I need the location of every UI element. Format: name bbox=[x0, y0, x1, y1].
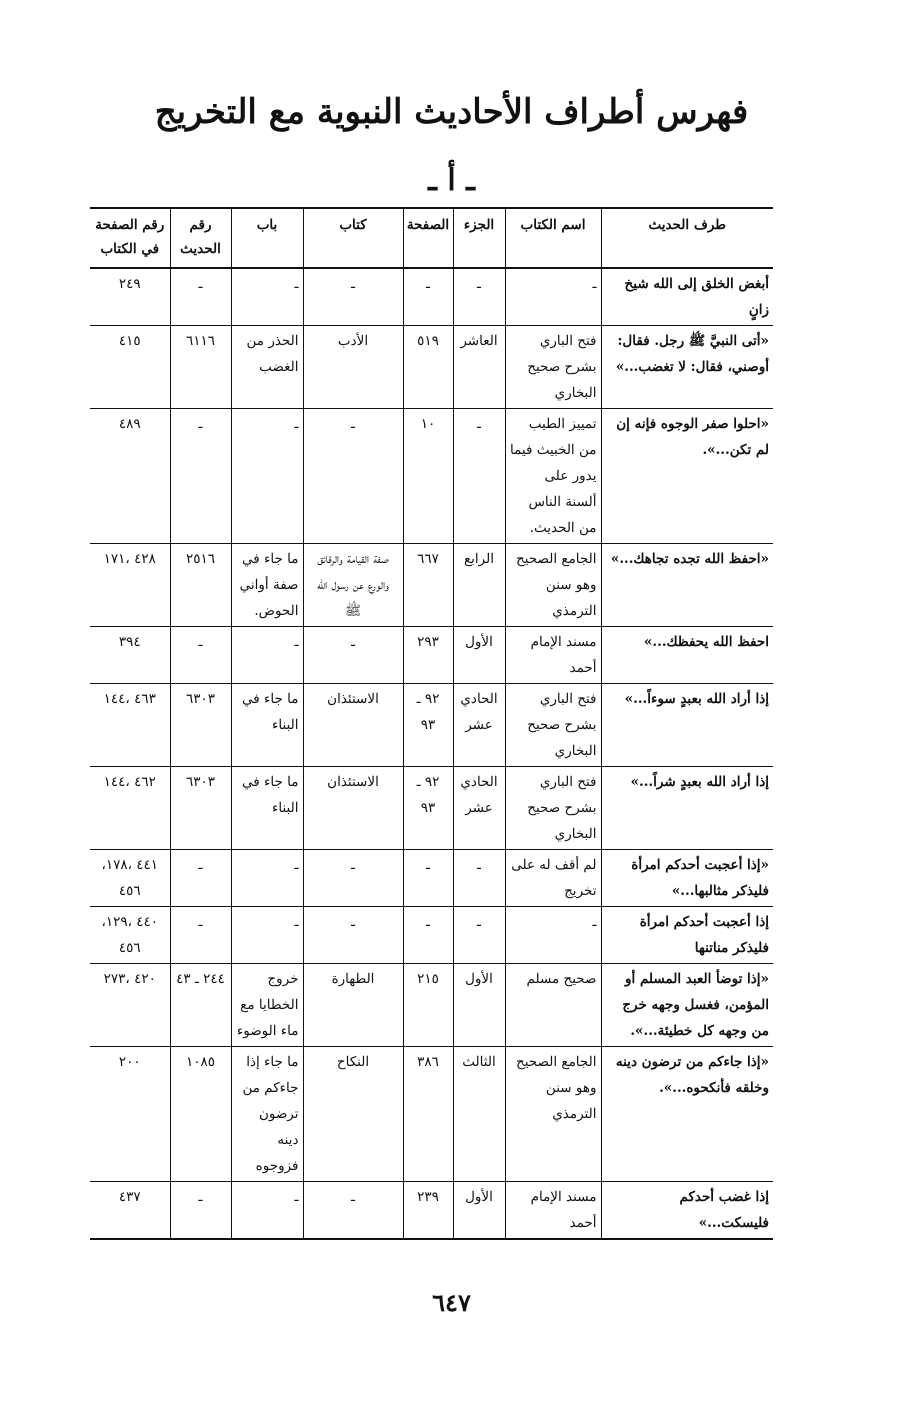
section-letter: ـ أ ـ bbox=[428, 163, 475, 198]
table-row bbox=[90, 326, 773, 409]
table-row bbox=[90, 1047, 773, 1182]
book-name-cell: ـ bbox=[505, 268, 601, 326]
kitab-cell: ـ bbox=[303, 1182, 403, 1240]
page-cell: ٢٩٣ bbox=[403, 627, 453, 684]
table-row bbox=[90, 268, 773, 326]
page-in-book-cell: ٤١٥ bbox=[118, 333, 141, 349]
hadith-no-cell: ٦٣٠٣ bbox=[170, 767, 231, 850]
book-name-cell: صحيح مسلم bbox=[505, 964, 601, 1047]
kitab-cell: ـ bbox=[303, 627, 403, 684]
kitab-cell: صفة القيامة والرقائق والورع عن رسول الله ﷺ bbox=[303, 544, 403, 627]
page-cell: ٥١٩ bbox=[403, 326, 453, 409]
volume-cell: ـ bbox=[453, 907, 505, 964]
hadith-no-cell: ـ bbox=[170, 850, 231, 907]
book-name-cell: تمييز الطيب من الخبيث فيما يدور على ألسنة الناس من الحديث. bbox=[505, 409, 601, 544]
page-in-book-cell: ٤٢٠ ،٢٧٣ bbox=[103, 971, 156, 987]
page-cell: ٩٢ ـ ٩٣ bbox=[403, 767, 453, 850]
hadith-cell: «أتى النبيَّ ﷺ رجل. فقال: أوصني، فقال: لا تغضب...» bbox=[601, 326, 773, 409]
page-in-book-cell: ٤٢٨ ،١٧١ bbox=[103, 551, 156, 567]
header-page: الصفحة bbox=[403, 208, 453, 268]
hadith-no-cell: ـ bbox=[170, 627, 231, 684]
table-row bbox=[90, 409, 773, 544]
hadith-no-cell: ـ bbox=[170, 409, 231, 544]
header-volume: الجزء bbox=[453, 208, 505, 268]
bab-cell: ـ bbox=[231, 268, 303, 326]
hadith-cell: «احفظ الله تجده تجاهك...» bbox=[601, 544, 773, 627]
kitab-cell: ـ bbox=[303, 850, 403, 907]
bab-cell: ـ bbox=[231, 850, 303, 907]
page-cell: ١٠ bbox=[403, 409, 453, 544]
table-row bbox=[90, 627, 773, 684]
bab-cell: الحذر من الغضب bbox=[231, 326, 303, 409]
hadith-cell: «إذا جاءكم من ترضون دينه وخلقه فأنكحوه...». bbox=[601, 1047, 773, 1182]
volume-cell: الرابع bbox=[453, 544, 505, 627]
page-cell: ٢٣٩ bbox=[403, 1182, 453, 1240]
volume-cell: الحادي عشر bbox=[453, 767, 505, 850]
hadith-cell: احفظ الله يحفظك...» bbox=[601, 627, 773, 684]
header-bab: باب bbox=[231, 208, 303, 268]
table-row bbox=[90, 850, 773, 907]
header-hadith-no: رقم الحديث bbox=[170, 208, 231, 268]
page-in-book-cell: ٤٤٠ ،١٢٩، ٤٥٦ bbox=[101, 914, 159, 956]
hadith-cell: «إذا توضأ العبد المسلم أو المؤمن، فغسل وجهه خرج من وجهه كل خطيئة...». bbox=[601, 964, 773, 1047]
page-in-book-cell: ٤٦٢ ،١٤٤ bbox=[103, 774, 156, 790]
kitab-cell: ـ bbox=[303, 268, 403, 326]
kitab-cell: الطهارة bbox=[303, 964, 403, 1047]
hadith-no-cell: ٢٤٤ ـ ٤٣ bbox=[170, 964, 231, 1047]
bab-cell: ـ bbox=[231, 409, 303, 544]
bab-cell: ـ bbox=[231, 907, 303, 964]
table-header-row bbox=[90, 208, 773, 268]
volume-cell: الأول bbox=[453, 964, 505, 1047]
hadith-no-cell: ٢٥١٦ bbox=[170, 544, 231, 627]
header-hadith: طرف الحديث bbox=[601, 208, 773, 268]
bab-cell: ـ bbox=[231, 1182, 303, 1240]
hadith-cell: أبغض الخلق إلى الله شيخ زانٍ bbox=[601, 268, 773, 326]
page-in-book-cell: ٤٤١ ،١٧٨، ٤٥٦ bbox=[101, 857, 159, 899]
kitab-cell: النكاح bbox=[303, 1047, 403, 1182]
page-cell: ٢١٥ bbox=[403, 964, 453, 1047]
page-in-book-cell: ٢٤٩ bbox=[118, 276, 141, 292]
kitab-cell: الاستئذان bbox=[303, 767, 403, 850]
volume-cell: ـ bbox=[453, 268, 505, 326]
table-row bbox=[90, 964, 773, 1047]
hadith-cell: إذا أراد الله بعبدٍ سوءاً...» bbox=[601, 684, 773, 767]
bab-cell: ما جاء في صفة أواني الحوض. bbox=[231, 544, 303, 627]
book-name-cell: الجامع الصحيح وهو سنن الترمذي bbox=[505, 1047, 601, 1182]
volume-cell: الثالث bbox=[453, 1047, 505, 1182]
table-row bbox=[90, 907, 773, 964]
page-cell: ٣٨٦ bbox=[403, 1047, 453, 1182]
kitab-cell: ـ bbox=[303, 907, 403, 964]
hadith-no-cell: ١٠٨٥ bbox=[170, 1047, 231, 1182]
volume-cell: الحادي عشر bbox=[453, 684, 505, 767]
volume-cell: ـ bbox=[453, 850, 505, 907]
bab-cell: ـ bbox=[231, 627, 303, 684]
bab-cell: ما جاء إذا جاءكم من ترضون دينه فزوجوه bbox=[231, 1047, 303, 1182]
page-cell: ـ bbox=[403, 907, 453, 964]
page-in-book-cell: ٤٦٣ ،١٤٤ bbox=[103, 691, 156, 707]
book-name-cell: فتح الباري بشرح صحيح البخاري bbox=[505, 326, 601, 409]
hadith-no-cell: ٦٣٠٣ bbox=[170, 684, 231, 767]
hadith-index-table bbox=[90, 207, 773, 1240]
book-name-cell: لم أقف له على تخريج bbox=[505, 850, 601, 907]
volume-cell: الأول bbox=[453, 1182, 505, 1240]
page-cell: ٩٢ ـ ٩٣ bbox=[403, 684, 453, 767]
book-name-cell: فتح الباري بشرح صحيح البخاري bbox=[505, 767, 601, 850]
volume-cell: العاشر bbox=[453, 326, 505, 409]
header-page-in-book: رقم الصفحة في الكتاب bbox=[95, 217, 165, 257]
hadith-cell: إذا أعجبت أحدكم امرأة فليذكر مناتنها bbox=[601, 907, 773, 964]
book-name-cell: الجامع الصحيح وهو سنن الترمذي bbox=[505, 544, 601, 627]
page-cell: ـ bbox=[403, 850, 453, 907]
bab-cell: خروج الخطايا مع ماء الوضوء bbox=[231, 964, 303, 1047]
volume-cell: ـ bbox=[453, 409, 505, 544]
page-in-book-cell: ٣٩٤ bbox=[118, 634, 141, 650]
kitab-cell: ـ bbox=[303, 409, 403, 544]
book-name-cell: ـ bbox=[505, 907, 601, 964]
hadith-cell: إذا غضب أحدكم فليسكت...» bbox=[601, 1182, 773, 1240]
page-cell: ـ bbox=[403, 268, 453, 326]
book-name-cell: مسند الإمام أحمد bbox=[505, 627, 601, 684]
hadith-no-cell: ٦١١٦ bbox=[170, 326, 231, 409]
hadith-no-cell: ـ bbox=[170, 907, 231, 964]
volume-cell: الأول bbox=[453, 627, 505, 684]
page-in-book-cell: ٤٨٩ bbox=[118, 416, 141, 432]
hadith-cell: إذا أراد الله بعبدٍ شراً...» bbox=[601, 767, 773, 850]
table-row bbox=[90, 684, 773, 767]
bab-cell: ما جاء في البناء bbox=[231, 684, 303, 767]
book-name-cell: فتح الباري بشرح صحيح البخاري bbox=[505, 684, 601, 767]
header-kitab: كتاب bbox=[303, 208, 403, 268]
page-in-book-cell: ٤٣٧ bbox=[118, 1189, 141, 1205]
hadith-cell: «إذا أعجبت أحدكم امرأة فليذكر مثالبها...» bbox=[601, 850, 773, 907]
bab-cell: ما جاء في البناء bbox=[231, 767, 303, 850]
page-in-book-cell: ٢٠٠ bbox=[118, 1054, 141, 1070]
header-book-name: اسم الكتاب bbox=[505, 208, 601, 268]
hadith-no-cell: ـ bbox=[170, 268, 231, 326]
page-number: ٦٤٧ bbox=[432, 1288, 471, 1317]
hadith-no-cell: ـ bbox=[170, 1182, 231, 1240]
page-title: فهرس أطراف الأحاديث النبوية مع التخريج bbox=[154, 92, 749, 132]
table-row bbox=[90, 767, 773, 850]
page-cell: ٦٦٧ bbox=[403, 544, 453, 627]
table-row bbox=[90, 544, 773, 627]
kitab-cell: الأدب bbox=[303, 326, 403, 409]
hadith-cell: «احلوا صفر الوجوه فإنه إن لم تكن...». bbox=[601, 409, 773, 544]
book-name-cell: مسند الإمام أحمد bbox=[505, 1182, 601, 1240]
table-row bbox=[90, 1182, 773, 1240]
kitab-cell: الاستئذان bbox=[303, 684, 403, 767]
